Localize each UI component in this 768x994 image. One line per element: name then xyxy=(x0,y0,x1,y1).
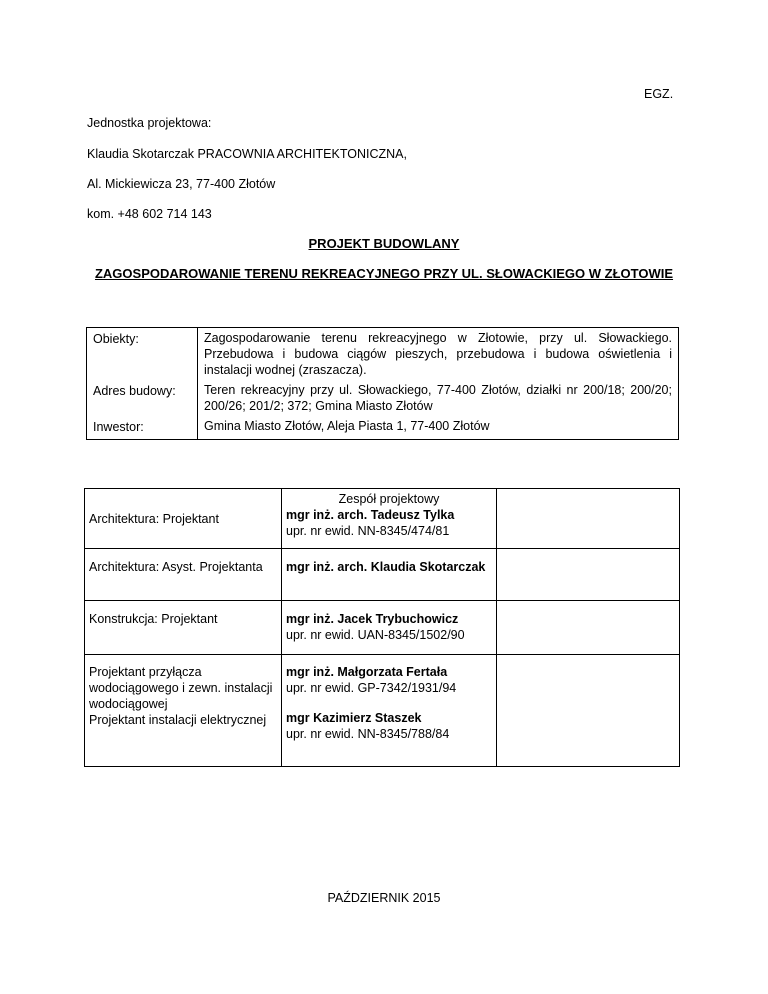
company-name: Klaudia Skotarczak PRACOWNIA ARCHITEKTONICZNA, xyxy=(87,147,407,161)
document-subtitle: ZAGOSPODAROWANIE TERENU REKREACYJNEGO PRZY UL. SŁOWACKIEGO W ZŁOTOWIE xyxy=(94,266,674,281)
signature-cell xyxy=(497,549,680,601)
signature-cell xyxy=(497,655,680,767)
info-value: Zagospodarowanie terenu rekreacyjnego w Złotowie, przy ul. Słowackiego. Przebudowa i budowa ciągów pieszych, przebudowa i budowa oświetlenia i instalacji wodnej (zraszacza). xyxy=(204,331,672,377)
info-value: Gmina Miasto Złotów, Aleja Piasta 1, 77-400 Złotów xyxy=(204,419,490,433)
team-member-name: mgr inż. Małgorzata Fertała xyxy=(286,665,448,679)
team-heading: Zespół projektowy xyxy=(338,492,440,506)
team-person xyxy=(282,489,497,549)
team-member-name: mgr Kazimierz Staszek xyxy=(286,711,422,725)
info-label: Obiekty: xyxy=(87,328,198,381)
info-value: Teren rekreacyjny przy ul. Słowackiego, 77-400 Złotów, działki nr 200/18; 200/20; 200/26; 201/2; 372; Gmina Miasto Złotów xyxy=(204,383,672,413)
team-member-license: upr. nr ewid. GP-7342/1931/94 xyxy=(286,681,457,695)
design-team-table xyxy=(84,488,680,767)
team-row xyxy=(85,601,680,655)
company-address: Al. Mickiewicza 23, 77-400 Złotów xyxy=(87,177,276,191)
info-label: Adres budowy: xyxy=(87,380,198,416)
signature-cell xyxy=(497,601,680,655)
team-role-text: Projektant przyłącza wodociągowego i zewn. instalacji wodociągowej xyxy=(89,665,273,711)
team-role: Architektura: Projektant xyxy=(85,489,282,549)
team-member-license: upr. nr ewid. UAN-8345/1502/90 xyxy=(286,628,465,642)
team-row xyxy=(85,549,680,601)
project-info-table xyxy=(86,327,679,440)
info-row-objects xyxy=(87,328,679,381)
company-phone: kom. +48 602 714 143 xyxy=(87,207,212,221)
team-role: Konstrukcja: Projektant xyxy=(85,601,282,655)
team-person xyxy=(282,549,497,601)
info-row-address xyxy=(87,380,679,416)
team-person xyxy=(282,655,497,767)
team-row xyxy=(85,655,680,767)
team-person xyxy=(282,601,497,655)
team-row xyxy=(85,489,680,549)
copy-label: EGZ. xyxy=(644,87,674,101)
team-member-license: upr. nr ewid. NN-8345/788/84 xyxy=(286,727,450,741)
unit-label: Jednostka projektowa: xyxy=(87,116,212,130)
team-member-name: mgr inż. arch. Tadeusz Tylka xyxy=(286,508,455,522)
team-member-name: mgr inż. Jacek Trybuchowicz xyxy=(286,612,459,626)
team-member-name: mgr inż. arch. Klaudia Skotarczak xyxy=(286,560,486,574)
team-role-text: Projektant instalacji elektrycznej xyxy=(89,713,267,727)
signature-cell xyxy=(497,489,680,549)
team-member-license: upr. nr ewid. NN-8345/474/81 xyxy=(286,524,450,538)
document-title: PROJEKT BUDOWLANY xyxy=(308,236,460,251)
team-role xyxy=(85,655,282,767)
info-row-investor xyxy=(87,416,679,440)
team-role: Architektura: Asyst. Projektanta xyxy=(85,549,282,601)
document-date: PAŹDZIERNIK 2015 xyxy=(327,891,441,905)
info-label: Inwestor: xyxy=(87,416,198,440)
